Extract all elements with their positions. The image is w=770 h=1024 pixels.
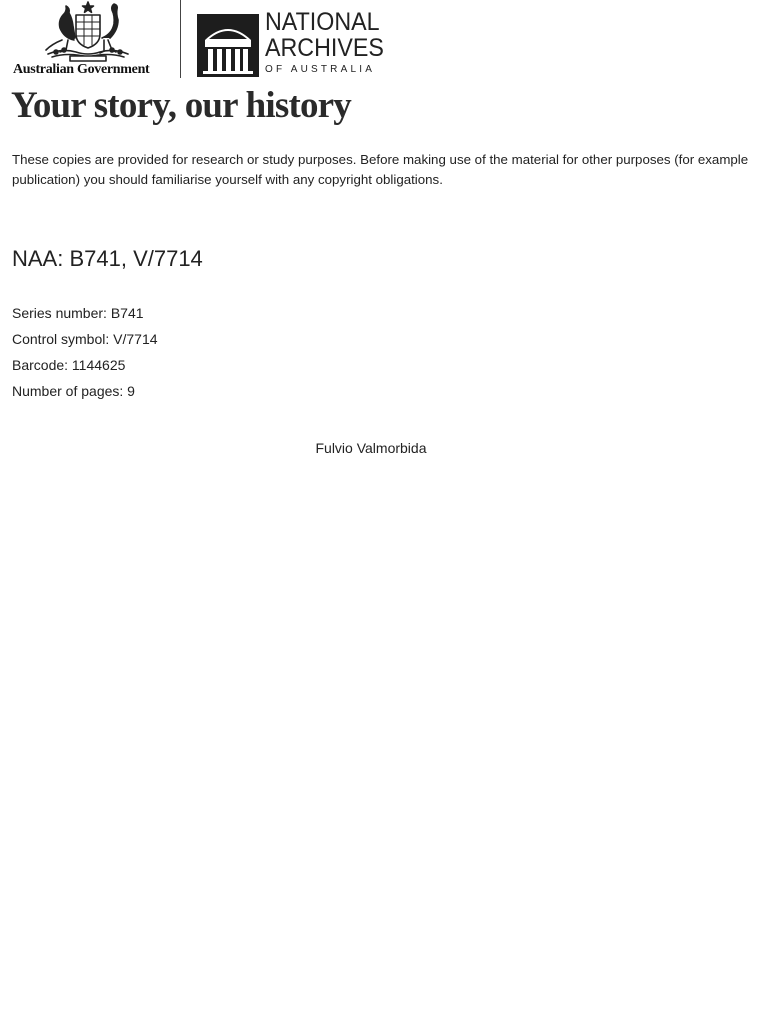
archives-name-line2: ARCHIVES <box>265 34 384 62</box>
archives-name-line1: NATIONAL <box>265 8 380 36</box>
item-title: Fulvio Valmorbida <box>315 440 427 456</box>
archives-name-line3: OF AUSTRALIA <box>265 64 376 75</box>
copyright-notice: These copies are provided for research or study purposes. Before making use of the material for other purposes (for example publication) you should familiarise yourself with any copyright obligations. <box>12 152 749 187</box>
header-divider <box>180 0 181 78</box>
barcode: Barcode: 1144625 <box>12 357 126 373</box>
government-label: Australian Government <box>13 62 150 77</box>
tagline: Your story, our history <box>11 85 351 126</box>
archives-building-icon <box>197 14 259 77</box>
coat-of-arms-icon <box>42 0 134 62</box>
control-symbol: Control symbol: V/7714 <box>12 331 158 347</box>
number-of-pages: Number of pages: 9 <box>12 383 135 399</box>
record-metadata <box>12 304 158 408</box>
archives-wordmark <box>265 10 393 75</box>
record-title: NAA: B741, V/7714 <box>12 246 203 271</box>
series-number: Series number: B741 <box>12 305 144 321</box>
